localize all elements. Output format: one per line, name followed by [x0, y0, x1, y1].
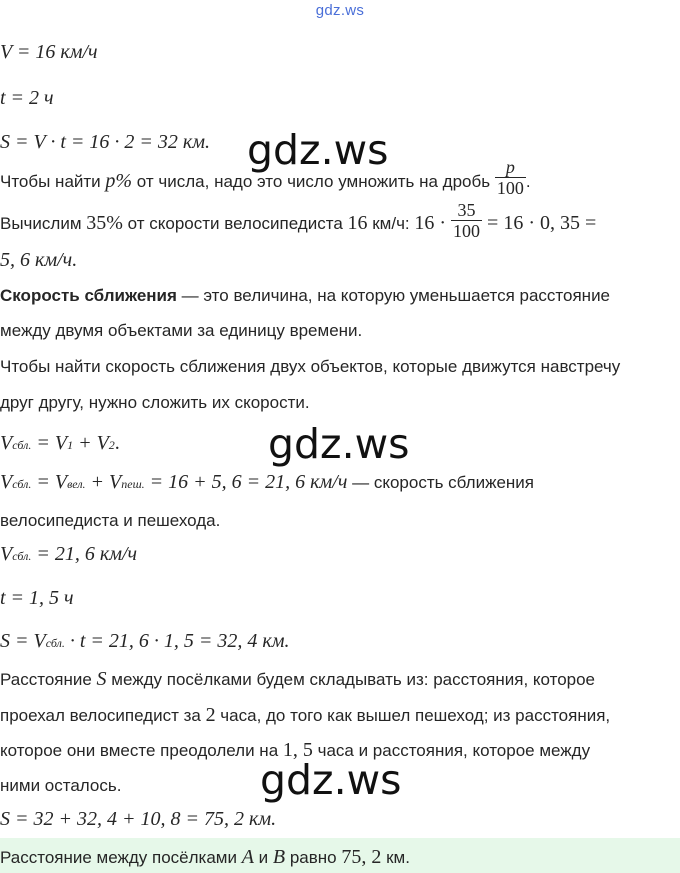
given-speed — [0, 41, 680, 64]
answer-text-d: км. — [381, 848, 410, 867]
closing-speed-rule-cont — [0, 392, 680, 414]
point-b: B — [272, 846, 286, 868]
watermark: gdz.ws — [260, 756, 402, 804]
given-time — [0, 87, 680, 110]
subscript-sbl: сбл. — [12, 438, 32, 452]
subscript-vel: вел. — [67, 477, 86, 491]
explain-3-math: 1, 5 — [282, 739, 313, 761]
percent-calc-math-c: 16 · — [414, 211, 452, 234]
closing-speed-calc-line — [0, 471, 680, 495]
pedestrian-speed-value: 5, 6 км/ч. — [0, 249, 78, 271]
total-distance-formula: S = 32 + 32, 4 + 10, 8 = 75, 2 км. — [0, 808, 277, 830]
subscript-pesh: пеш. — [121, 477, 145, 491]
closing-speed-rule-text: Чтобы найти скорость сближения двух объектов, которые движутся навстречу — [0, 357, 621, 376]
closing-speed-value-line — [0, 543, 680, 567]
percent-calc-text-b: от скорости велосипедиста — [122, 213, 348, 233]
explain-1-math: S — [96, 668, 107, 690]
joint-distance-line — [0, 630, 680, 654]
percent-calc-math-d: = 16 · 0, 35 = — [482, 211, 597, 234]
percent-rule-text-a: Чтобы найти — [0, 171, 106, 191]
explain-3-text-b: часа и расстояния, которое между — [312, 741, 591, 760]
closing-speed-def-text: — это величина, на которую уменьшается расстояние — [176, 286, 611, 305]
joint-distance-pre: S = V — [0, 630, 46, 652]
fraction-denominator: 100 — [496, 178, 524, 198]
answer-text-c: равно — [285, 848, 342, 867]
formula-part-a: = V — [31, 432, 68, 454]
subscript-sbl: сбл. — [12, 477, 32, 491]
joint-distance-rest: · t = 21, 6 · 1, 5 = 32, 4 км. — [64, 630, 290, 652]
percent-rule-math: p% — [105, 169, 133, 192]
closing-speed-calc-cont-text: велосипедиста и пешехода. — [0, 511, 221, 530]
explain-1-text-b: между посёлками будем складывать из: расстояния, которое — [106, 670, 596, 689]
explain-2-text-a: проехал велосипедист за — [0, 706, 206, 725]
closing-speed-rule-line — [0, 356, 680, 378]
formula-part-b: + V — [85, 471, 122, 493]
closing-speed-rule-cont-text: друг другу, нужно сложить их скорости. — [0, 393, 310, 412]
fraction-p-100 — [495, 157, 526, 198]
time-formula: t = 2 ч — [0, 87, 54, 109]
total-distance-explain-1 — [0, 668, 680, 691]
subscript-1: 1 — [67, 438, 74, 452]
closing-speed-def-line — [0, 285, 680, 307]
v-symbol: V — [0, 543, 13, 565]
fraction-numerator: 35 — [451, 200, 482, 221]
answer-value: 75, 2 — [341, 846, 382, 868]
speed-formula: V = 16 км/ч — [0, 41, 98, 63]
formula-part-c: = 16 + 5, 6 = 21, 6 км/ч — [144, 471, 348, 493]
answer-text-a: Расстояние между посёлками — [0, 848, 242, 867]
explain-2-text-b: часа, до того как вышел пешеход; из расстояния, — [215, 706, 611, 725]
percent-value: 35% — [86, 211, 123, 234]
time-together-value: t = 1, 5 ч — [0, 587, 74, 609]
explain-1-text-a: Расстояние — [0, 670, 97, 689]
percent-calc-text-a: Вычислим — [0, 213, 87, 233]
distance-formula: S = V · t = 16 · 2 = 32 км. — [0, 131, 211, 153]
fraction-35-100 — [451, 200, 482, 241]
answer-line — [0, 846, 680, 869]
fraction-denominator: 100 — [453, 221, 481, 241]
subscript-sbl: сбл. — [12, 549, 32, 563]
percent-calc-text-c: км/ч: — [367, 213, 415, 233]
closing-speed-value: = 21, 6 км/ч — [31, 543, 138, 565]
fraction-numerator: p — [495, 157, 526, 178]
explain-3-text-a: которое они вместе преодолели на — [0, 741, 283, 760]
closing-speed-def-cont-text: между двумя объектами за единицу времени. — [0, 321, 363, 340]
answer-text-b: и — [253, 848, 273, 867]
total-distance-formula-line — [0, 808, 680, 831]
percent-rule-text-b: от числа, надо это число умножить на дробь — [132, 171, 495, 191]
cyclist-speed-value: 16 — [347, 211, 368, 234]
pedestrian-speed-line — [0, 249, 680, 272]
closing-speed-calc-cont — [0, 510, 680, 532]
formula-part-b: + V — [73, 432, 109, 454]
point-a: A — [241, 846, 254, 868]
explain-4-text: ними осталось. — [0, 776, 122, 795]
percent-calc-line — [0, 200, 680, 241]
site-header-link[interactable]: gdz.ws — [315, 2, 365, 19]
percent-rule-tail: . — [525, 171, 531, 191]
v-symbol: V — [0, 471, 13, 493]
subscript-2: 2 — [108, 438, 115, 452]
closing-speed-calc-text: — скорость сближения — [347, 473, 534, 492]
formula-tail: . — [114, 432, 120, 454]
watermark: gdz.ws — [268, 420, 410, 468]
closing-speed-term: Скорость сближения — [0, 286, 177, 305]
time-together-line — [0, 587, 680, 610]
closing-speed-def-cont — [0, 320, 680, 342]
formula-part-a: = V — [31, 471, 68, 493]
watermark: gdz.ws — [247, 126, 389, 174]
v-symbol: V — [0, 432, 13, 454]
explain-2-math: 2 — [205, 704, 216, 726]
subscript-sbl: сбл. — [45, 636, 65, 650]
total-distance-explain-2 — [0, 704, 680, 727]
